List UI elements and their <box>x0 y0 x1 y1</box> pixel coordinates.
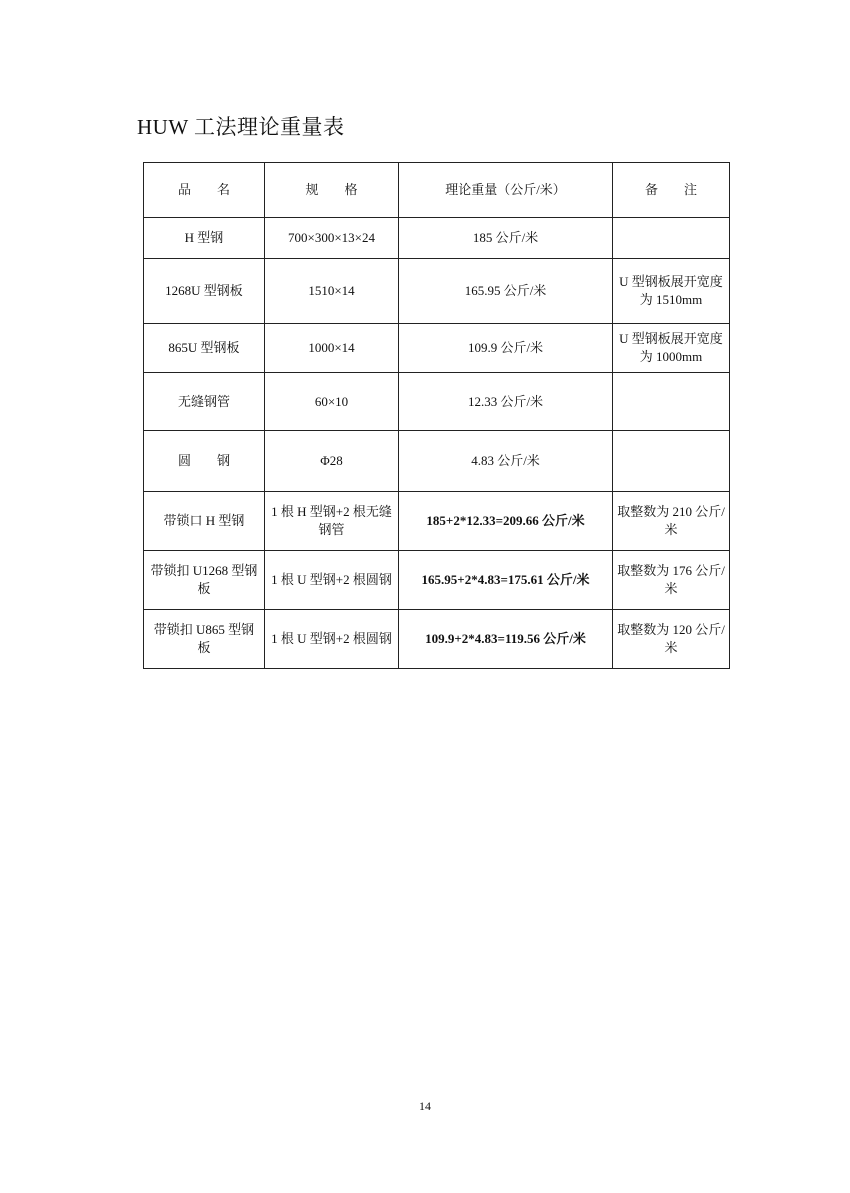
cell-weight: 165.95 公斤/米 <box>399 259 613 324</box>
cell-name: 圆 钢 <box>144 431 265 492</box>
weight-table <box>143 162 730 669</box>
table-row <box>144 373 730 431</box>
cell-weight: 165.95+2*4.83=175.61 公斤/米 <box>399 551 613 610</box>
cell-name: 1268U 型钢板 <box>144 259 265 324</box>
cell-note: U 型钢板展开宽度为 1510mm <box>613 259 730 324</box>
cell-weight: 4.83 公斤/米 <box>399 431 613 492</box>
table-header-row <box>144 163 730 218</box>
cell-name: 865U 型钢板 <box>144 324 265 373</box>
table-row <box>144 610 730 669</box>
table-row <box>144 431 730 492</box>
cell-note <box>613 218 730 259</box>
cell-name: 带锁扣 U865 型钢板 <box>144 610 265 669</box>
cell-weight: 185+2*12.33=209.66 公斤/米 <box>399 492 613 551</box>
table-row <box>144 218 730 259</box>
cell-name: 带锁口 H 型钢 <box>144 492 265 551</box>
cell-note: 取整数为 176 公斤/米 <box>613 551 730 610</box>
cell-name: 无缝钢管 <box>144 373 265 431</box>
cell-spec: 1000×14 <box>265 324 399 373</box>
cell-note: 取整数为 210 公斤/米 <box>613 492 730 551</box>
cell-note: U 型钢板展开宽度为 1000mm <box>613 324 730 373</box>
header-spec: 规 格 <box>265 163 399 218</box>
cell-spec: 700×300×13×24 <box>265 218 399 259</box>
cell-note <box>613 431 730 492</box>
page-number: 14 <box>419 1099 431 1113</box>
cell-spec: 1 根 U 型钢+2 根圆钢 <box>265 551 399 610</box>
header-name: 品 名 <box>144 163 265 218</box>
cell-spec: 60×10 <box>265 373 399 431</box>
cell-spec: 1 根 U 型钢+2 根圆钢 <box>265 610 399 669</box>
table-row <box>144 551 730 610</box>
header-note: 备 注 <box>613 163 730 218</box>
cell-name: 带锁扣 U1268 型钢板 <box>144 551 265 610</box>
cell-spec: Φ28 <box>265 431 399 492</box>
table-row <box>144 259 730 324</box>
header-weight: 理论重量（公斤/米） <box>399 163 613 218</box>
cell-spec: 1510×14 <box>265 259 399 324</box>
cell-note <box>613 373 730 431</box>
table-row <box>144 492 730 551</box>
cell-weight: 12.33 公斤/米 <box>399 373 613 431</box>
cell-spec: 1 根 H 型钢+2 根无缝钢管 <box>265 492 399 551</box>
cell-name: H 型钢 <box>144 218 265 259</box>
table-row <box>144 324 730 373</box>
page-title: HUW 工法理论重量表 <box>137 115 345 139</box>
cell-weight: 109.9 公斤/米 <box>399 324 613 373</box>
cell-note: 取整数为 120 公斤/米 <box>613 610 730 669</box>
cell-weight: 185 公斤/米 <box>399 218 613 259</box>
cell-weight: 109.9+2*4.83=119.56 公斤/米 <box>399 610 613 669</box>
